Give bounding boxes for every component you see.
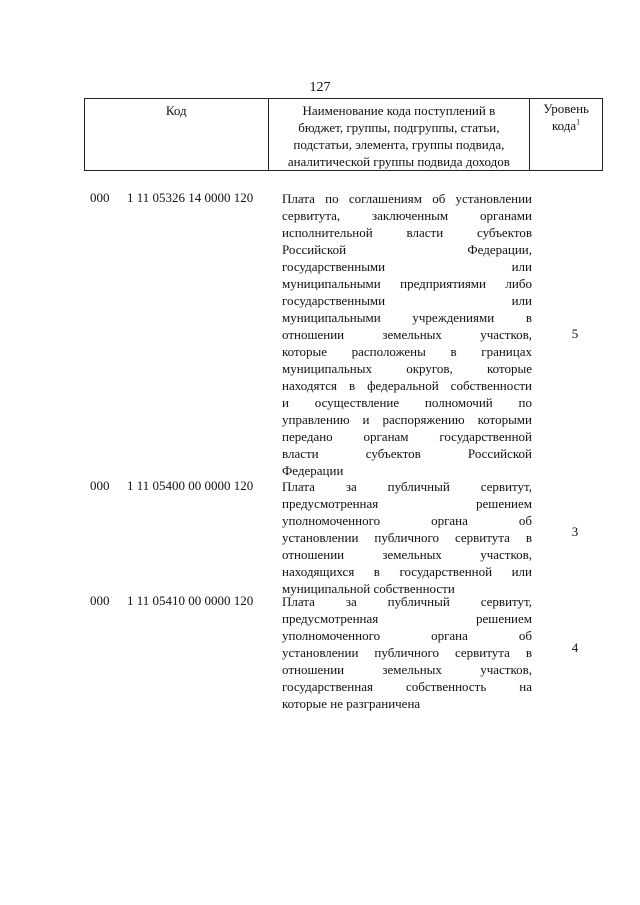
description-line: муниципальной собственности	[282, 581, 455, 596]
revenue-description	[282, 478, 532, 597]
header-name-line: аналитической группы подвида доходов	[287, 154, 510, 169]
description-line: установлении публичного сервитута в	[282, 530, 532, 545]
description-line: Федерации	[282, 463, 344, 478]
description-line: которые не разграничена	[282, 696, 421, 711]
description-line: предусмотренная решением	[282, 496, 532, 511]
revenue-description	[282, 593, 532, 712]
header-name-line: подстатьи, элемента, группы подвида,	[293, 137, 505, 152]
description-line: передано органам государственной	[282, 429, 532, 444]
code-level: 5	[571, 326, 579, 341]
description-line: власти субъектов Российской	[282, 446, 532, 461]
description-line: Российской Федерации,	[282, 242, 532, 257]
page-number: 127	[309, 80, 331, 95]
description-line: установлении публичного сервитута в	[282, 645, 532, 660]
description-line: и осуществление полномочий по	[282, 395, 532, 410]
admin-code: 000	[90, 190, 110, 205]
description-line: муниципальных округов, которые	[282, 361, 532, 376]
header-name-line: бюджет, группы, подгруппы, статьи,	[298, 120, 500, 135]
table-header	[84, 98, 603, 171]
description-line: уполномоченного органа об	[282, 513, 532, 528]
description-line: отношении земельных участков,	[282, 662, 532, 677]
description-line: государственная собственность на	[282, 679, 532, 694]
revenue-code: 1 11 05410 00 0000 120	[127, 593, 254, 608]
code-level: 3	[571, 524, 579, 539]
description-line: исполнительной власти субъектов	[282, 225, 532, 240]
admin-code: 000	[90, 478, 110, 493]
description-line: сервитута, заключенным органами	[282, 208, 532, 223]
description-line: муниципальными учреждениями в	[282, 310, 532, 325]
description-line: предусмотренная решением	[282, 611, 532, 626]
revenue-description	[282, 190, 532, 479]
description-line: управлению и распоряжению которыми	[282, 412, 532, 427]
footnote-marker: 1	[576, 117, 581, 127]
header-level-cell	[530, 99, 603, 171]
header-name-cell	[268, 99, 530, 171]
description-line: находятся в федеральной собственности	[282, 378, 532, 393]
description-line: государственными или	[282, 293, 532, 308]
description-line: которые расположены в границах	[282, 344, 532, 359]
description-line: уполномоченного органа об	[282, 628, 532, 643]
code-level: 4	[571, 640, 579, 655]
description-line: Плата за публичный сервитут,	[282, 594, 532, 609]
revenue-code: 1 11 05326 14 0000 120	[127, 190, 254, 205]
description-line: Плата за публичный сервитут,	[282, 479, 532, 494]
description-line: Плата по соглашениям об установлении	[282, 191, 532, 206]
description-line: муниципальными предприятиями либо	[282, 276, 532, 291]
header-name-line: Наименование кода поступлений в	[302, 103, 496, 118]
header-level-line1: Уровень	[543, 101, 589, 116]
description-line: отношении земельных участков,	[282, 547, 532, 562]
description-line: находящихся в государственной или	[282, 564, 532, 579]
description-line: государственными или	[282, 259, 532, 274]
revenue-code: 1 11 05400 00 0000 120	[127, 478, 254, 493]
header-code-cell	[85, 99, 269, 171]
header-level-line2: кода$^1$	[551, 117, 581, 133]
description-line: отношении земельных участков,	[282, 327, 532, 342]
admin-code: 000	[90, 593, 110, 608]
header-code-label: Код	[165, 103, 187, 118]
